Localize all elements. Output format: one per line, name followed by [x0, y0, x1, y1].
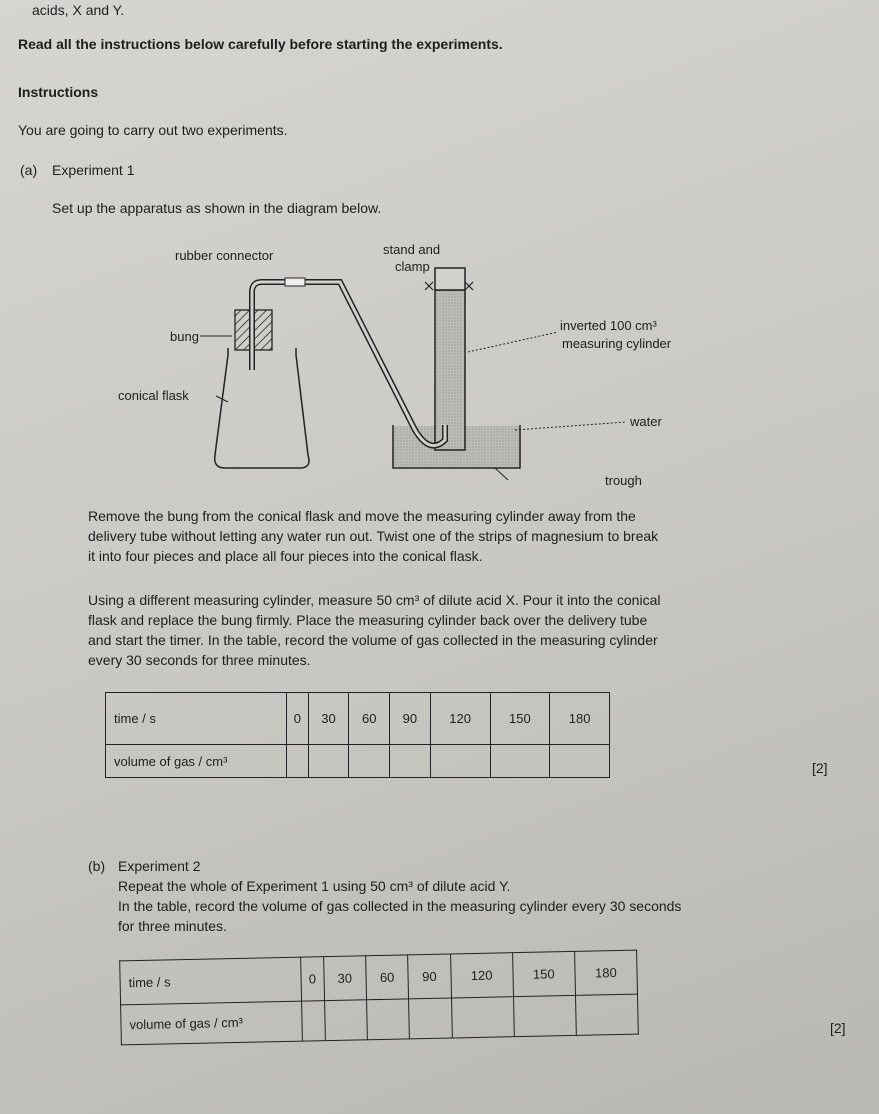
volume-input[interactable]: [490, 745, 550, 778]
row-header-volume: volume of gas / cm³: [121, 1001, 303, 1045]
time-cell: 90: [390, 693, 431, 745]
paragraph-line: flask and replace the bung firmly. Place the measuring cylinder back over the delivery tube: [88, 612, 648, 628]
experiment-1-table: [105, 692, 610, 778]
paragraph-line: Repeat the whole of Experiment 1 using 50 cm³ of dilute acid Y.: [118, 878, 511, 894]
paragraph-1: [88, 506, 658, 566]
conical-flask-shape: [215, 348, 309, 468]
time-cell: 120: [430, 693, 490, 745]
label-rubber-connector: rubber connector: [175, 248, 274, 263]
time-cell: 150: [490, 693, 550, 745]
label-stand-and: stand and: [383, 242, 441, 257]
paragraph-line: In the table, record the volume of gas collected in the measuring cylinder every 30 seconds: [118, 898, 682, 914]
apparatus-diagram: [100, 230, 720, 500]
label-clamp: clamp: [395, 259, 430, 274]
volume-input[interactable]: [550, 745, 610, 778]
label-conical-flask: conical flask: [118, 388, 189, 403]
paragraph-line: delivery tube without letting any water run out. Twist one of the strips of magnesium to break: [88, 528, 659, 544]
time-cell: 120: [450, 953, 513, 998]
paragraph-line: every 30 seconds for three minutes.: [88, 652, 311, 668]
label-inverted: inverted 100 cm³: [560, 318, 657, 333]
header-fragment: acids, X and Y.: [32, 2, 125, 18]
time-cell: 30: [308, 693, 349, 745]
instruction-note: Read all the instructions below carefully before starting the experiments.: [18, 36, 503, 52]
part-b-title: Experiment 2: [118, 858, 201, 874]
volume-input[interactable]: [302, 1001, 325, 1041]
volume-input[interactable]: [430, 745, 490, 778]
setup-text: Set up the apparatus as shown in the diagram below.: [52, 200, 382, 216]
time-cell: 90: [408, 954, 451, 999]
time-cell: 60: [365, 955, 408, 1000]
time-cell: 0: [287, 693, 309, 745]
paragraph-2: [88, 590, 660, 670]
time-cell: 180: [550, 693, 610, 745]
instructions-heading: Instructions: [18, 84, 99, 100]
volume-input[interactable]: [287, 745, 309, 778]
volume-input[interactable]: [390, 745, 431, 778]
paragraph-line: and start the timer. In the table, record the volume of gas collected in the measuring cylinder: [88, 632, 658, 648]
volume-input[interactable]: [308, 745, 349, 778]
part-b-label: (b): [88, 858, 106, 874]
volume-input[interactable]: [575, 994, 638, 1035]
volume-input[interactable]: [324, 1000, 367, 1041]
time-cell: 30: [323, 956, 366, 1001]
measuring-cylinder-shape: [435, 290, 465, 450]
part-a-label: (a): [20, 162, 38, 178]
paragraph-line: for three minutes.: [118, 918, 227, 934]
rubber-connector-shape: [285, 278, 305, 286]
label-measuring-cylinder: measuring cylinder: [562, 336, 672, 351]
part-a-marks: [2]: [812, 760, 828, 776]
paragraph-line: Using a different measuring cylinder, measure 50 cm³ of dilute acid X. Pour it into the conical: [88, 592, 661, 608]
volume-input[interactable]: [513, 995, 576, 1036]
time-cell: 150: [512, 951, 575, 996]
volume-input[interactable]: [349, 745, 390, 778]
label-water: water: [630, 414, 662, 429]
part-b-paragraph: [118, 876, 681, 936]
label-bung: bung: [170, 329, 199, 344]
time-cell: 60: [349, 693, 390, 745]
row-header-time: time / s: [120, 957, 302, 1005]
volume-input[interactable]: [451, 997, 514, 1038]
paragraph-line: Remove the bung from the conical flask and move the measuring cylinder away from the: [88, 508, 636, 524]
row-header-time: time / s: [106, 693, 287, 745]
row-header-volume: volume of gas / cm³: [106, 745, 287, 778]
label-trough: trough: [605, 473, 642, 488]
experiment-2-table: [119, 950, 639, 1046]
intro-text: You are going to carry out two experiments.: [18, 122, 288, 138]
volume-input[interactable]: [409, 998, 452, 1039]
part-b-marks: [2]: [830, 1020, 846, 1036]
time-cell: 180: [574, 950, 637, 995]
delivery-tube-shape: [252, 282, 445, 446]
volume-input[interactable]: [366, 999, 409, 1040]
time-cell: 0: [301, 957, 324, 1001]
paragraph-line: it into four pieces and place all four pieces into the conical flask.: [88, 548, 483, 564]
part-a-title: Experiment 1: [52, 162, 135, 178]
